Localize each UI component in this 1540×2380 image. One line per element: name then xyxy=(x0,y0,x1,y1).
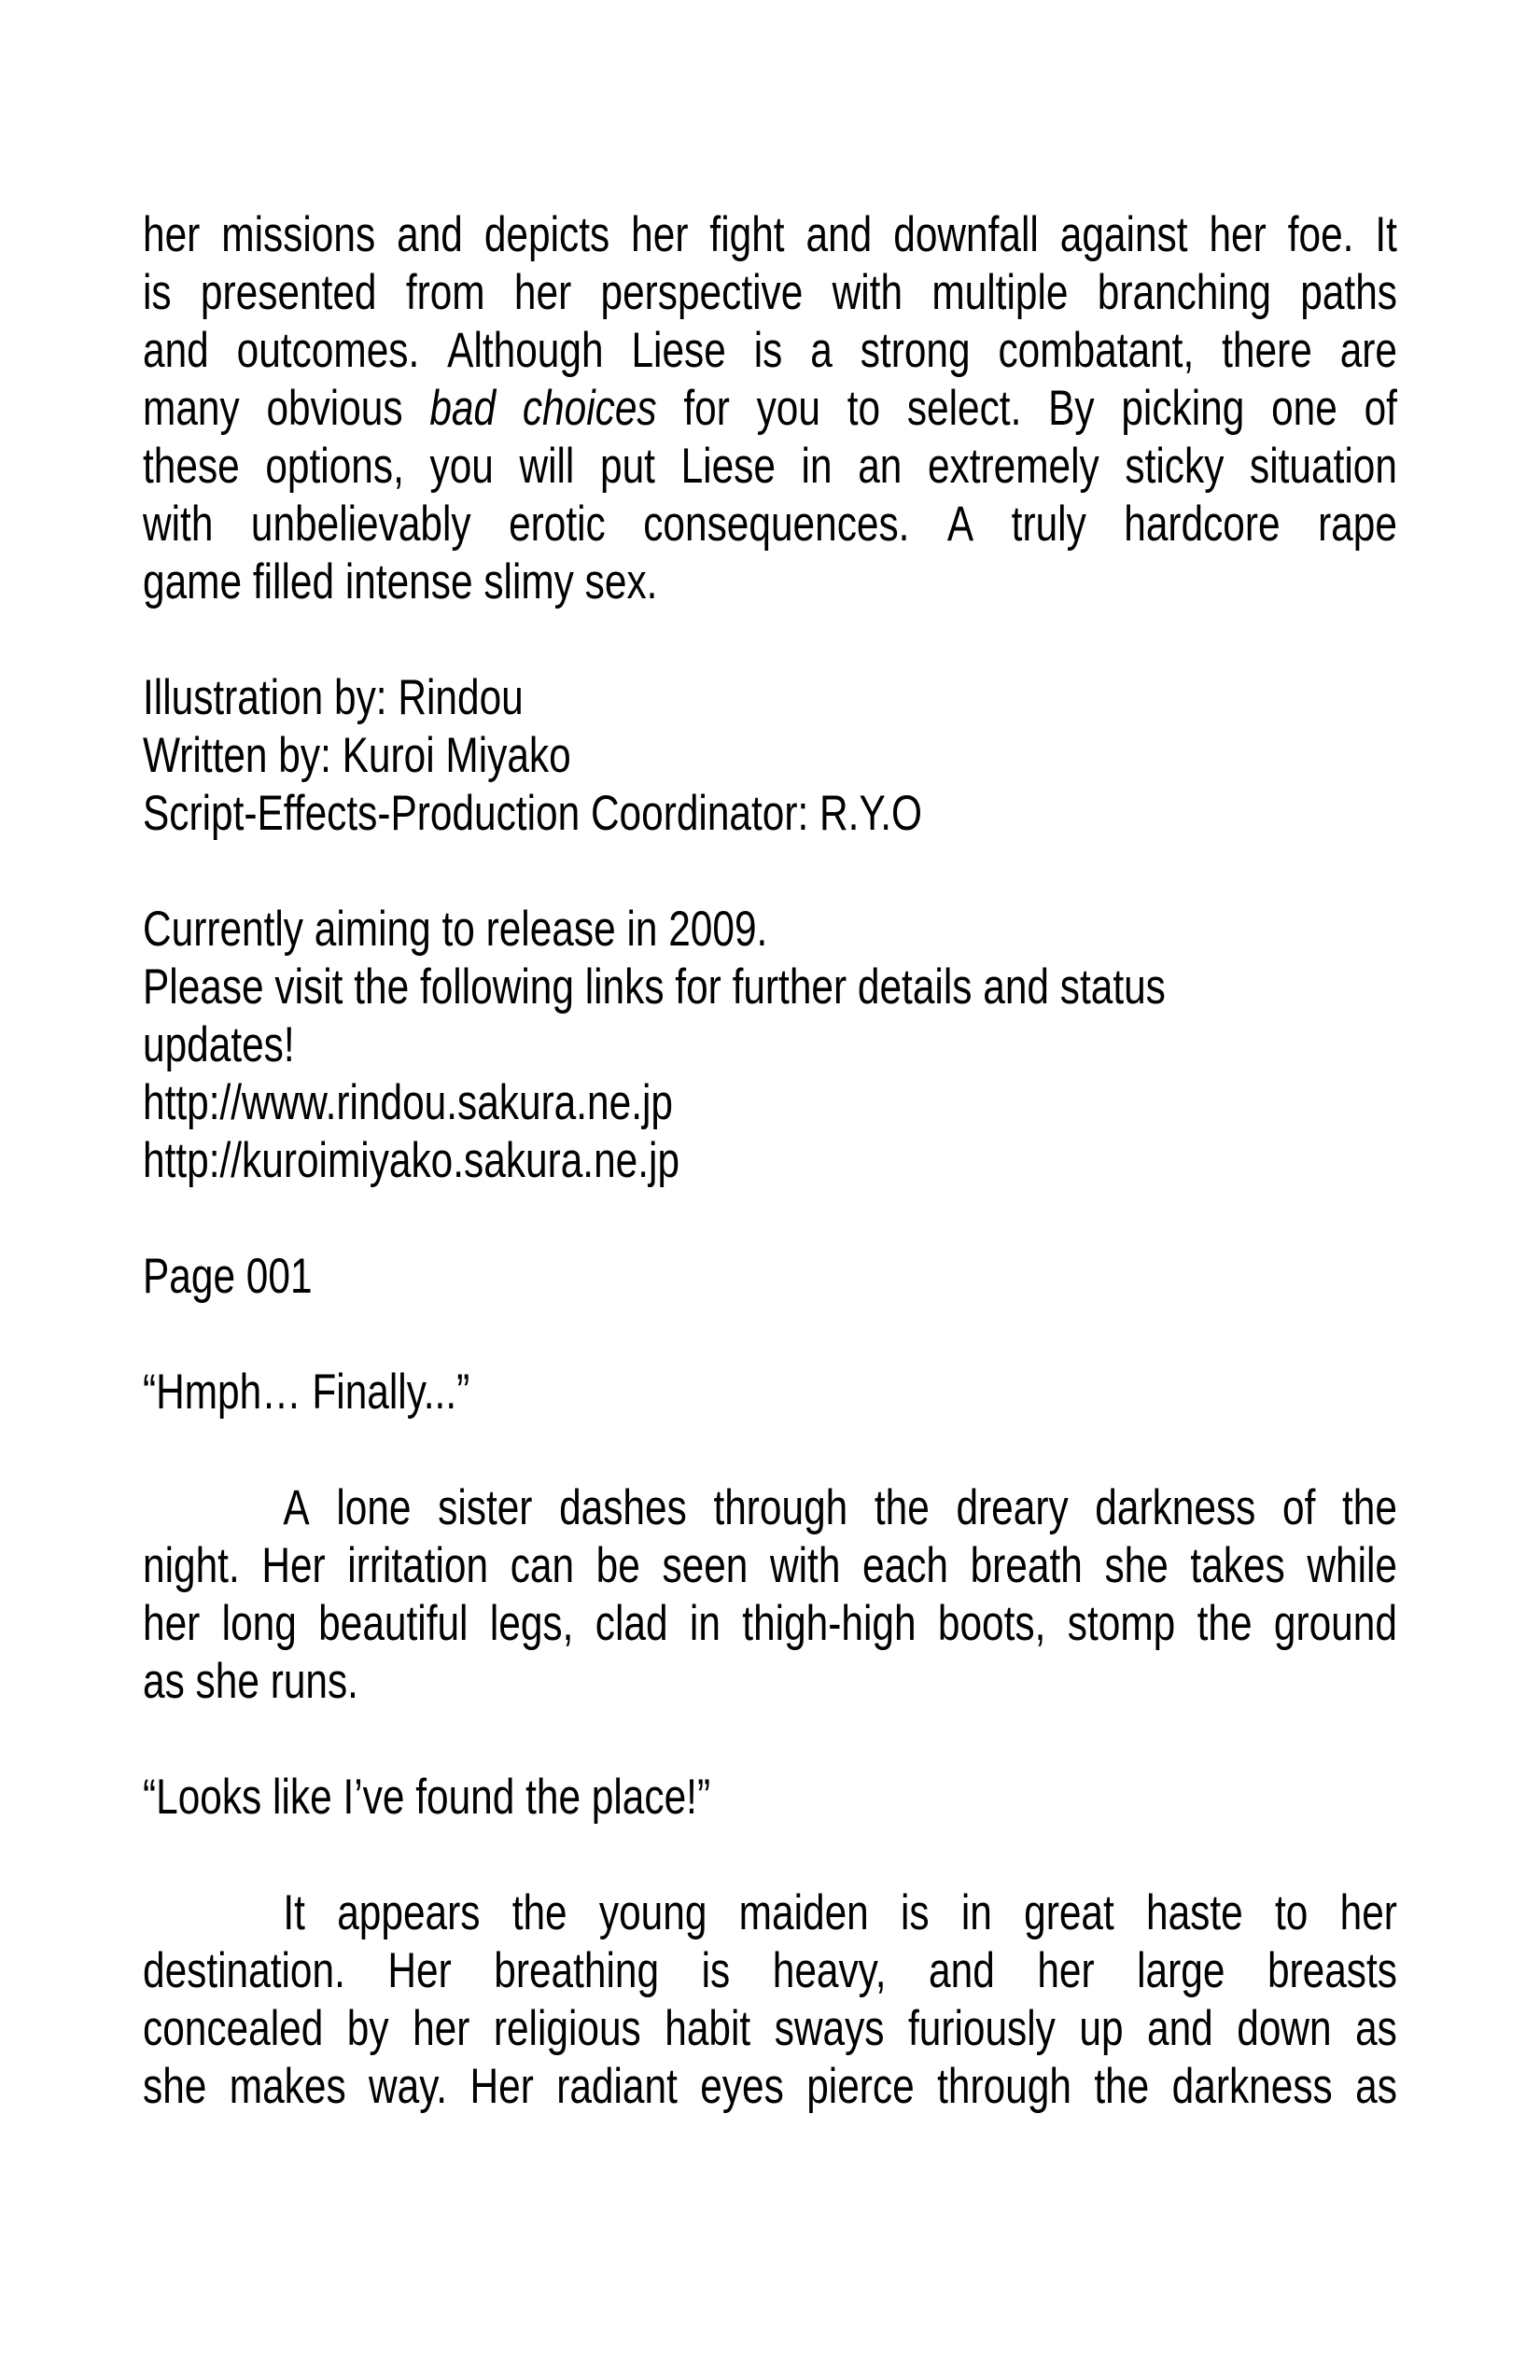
word: by xyxy=(346,2001,389,2056)
page-label xyxy=(143,1248,1397,1306)
intro-paragraph xyxy=(143,206,1397,611)
text-line: “Looks like I’ve found the place!” xyxy=(143,1770,711,1825)
text-line xyxy=(143,1537,1397,1595)
word: extremely xyxy=(927,439,1099,494)
word: irritation xyxy=(347,1538,489,1593)
word: is xyxy=(900,1885,930,1940)
word: eyes xyxy=(700,2059,784,2114)
word: picking xyxy=(1121,381,1245,436)
narrative-1 xyxy=(143,1479,1397,1711)
word: obvious xyxy=(266,381,403,436)
word: and xyxy=(1147,2001,1213,2056)
text-line: Please visit the following links for further details and status xyxy=(143,959,1166,1015)
word: truly xyxy=(1011,497,1086,552)
word: options, xyxy=(265,439,404,494)
text-line: Page 001 xyxy=(143,1249,313,1304)
word: Her xyxy=(469,2059,534,2114)
word: her xyxy=(1037,1943,1095,1998)
word: thigh-high xyxy=(742,1596,917,1651)
word: through xyxy=(713,1480,848,1535)
word: dreary xyxy=(956,1480,1069,1535)
word: It xyxy=(1375,207,1397,262)
word: breath xyxy=(970,1538,1083,1593)
word: as xyxy=(1355,2001,1397,2056)
word: perspective xyxy=(600,265,804,320)
word: darkness xyxy=(1095,1480,1256,1535)
word: long xyxy=(221,1596,297,1651)
word: habit xyxy=(665,2001,751,2056)
word: darkness xyxy=(1171,2059,1333,2114)
word: and xyxy=(929,1943,995,1998)
word: ground xyxy=(1273,1596,1397,1651)
text-line xyxy=(143,1595,1397,1653)
word: the xyxy=(1094,2059,1150,2114)
word: from xyxy=(405,265,485,320)
word: paths xyxy=(1300,265,1397,320)
word: young xyxy=(598,1885,707,1940)
word: fight xyxy=(709,207,785,262)
text-line: “Hmph… Finally...” xyxy=(143,1365,470,1420)
word: with xyxy=(143,497,214,552)
word: Liese xyxy=(631,323,726,378)
word: maiden xyxy=(738,1885,869,1940)
word: of xyxy=(1281,1480,1316,1535)
word: boots, xyxy=(937,1596,1046,1651)
word: downfall xyxy=(893,207,1039,262)
text-line: as she runs. xyxy=(143,1654,358,1709)
word: in xyxy=(689,1596,721,1651)
word: concealed xyxy=(143,2001,324,2056)
word: missions xyxy=(221,207,376,262)
word: her xyxy=(143,207,201,262)
word: her xyxy=(513,265,572,320)
word: A xyxy=(946,497,974,552)
text-line xyxy=(143,2000,1397,2058)
narrative-2 xyxy=(143,1884,1397,2116)
text-line xyxy=(143,1479,1397,1537)
word: heavy, xyxy=(772,1943,887,1998)
word: the xyxy=(1341,1480,1397,1535)
word: sister xyxy=(438,1480,533,1535)
word: large xyxy=(1137,1943,1225,1998)
text-line: updates! xyxy=(143,1017,295,1072)
word: takes xyxy=(1190,1538,1285,1593)
word: depicts xyxy=(483,207,610,262)
word: haste xyxy=(1146,1885,1243,1940)
word: to xyxy=(847,381,881,436)
word: select. xyxy=(906,381,1022,436)
word: By xyxy=(1048,381,1095,436)
word: she xyxy=(1104,1538,1169,1593)
word: there xyxy=(1222,323,1312,378)
quote-hmph xyxy=(143,1364,1397,1421)
word: sways xyxy=(774,2001,885,2056)
word: a xyxy=(810,323,833,378)
word: bad xyxy=(429,381,497,436)
word: foe. xyxy=(1287,207,1354,262)
word: can xyxy=(510,1538,575,1593)
word: great xyxy=(1024,1885,1114,1940)
word: in xyxy=(960,1885,992,1940)
word: sticky xyxy=(1125,439,1225,494)
word: is xyxy=(753,323,783,378)
word: the xyxy=(1197,1596,1253,1651)
word: beautiful xyxy=(318,1596,469,1651)
word: while xyxy=(1307,1538,1397,1593)
word: she xyxy=(143,2059,207,2114)
word: you xyxy=(756,381,820,436)
word: It xyxy=(283,1885,305,1940)
text-line xyxy=(143,264,1397,322)
word: her xyxy=(143,1596,201,1651)
word: up xyxy=(1079,2001,1124,2056)
word: hardcore xyxy=(1124,497,1281,552)
word: one xyxy=(1271,381,1337,436)
word: down xyxy=(1237,2001,1332,2056)
word: Her xyxy=(261,1538,326,1593)
word: branching xyxy=(1097,265,1271,320)
word: legs, xyxy=(489,1596,574,1651)
word: her xyxy=(631,207,689,262)
word: each xyxy=(862,1538,948,1593)
word: appears xyxy=(337,1885,481,1940)
word: multiple xyxy=(931,265,1069,320)
word: put xyxy=(599,439,655,494)
word: consequences. xyxy=(643,497,910,552)
text-line xyxy=(143,2058,1397,2116)
word: night. xyxy=(143,1538,240,1593)
word: to xyxy=(1275,1885,1309,1940)
word: breathing xyxy=(494,1943,660,1998)
text-line xyxy=(143,322,1397,380)
text-line: Written by: Kuroi Miyako xyxy=(143,728,571,783)
word: presented xyxy=(200,265,377,320)
text-line xyxy=(143,206,1397,264)
document-text xyxy=(143,206,1397,2174)
word: for xyxy=(683,381,730,436)
word: her xyxy=(413,2001,470,2056)
text-line: http://www.rindou.sakura.ne.jp xyxy=(143,1075,673,1130)
word: an xyxy=(858,439,903,494)
word: religious xyxy=(493,2001,641,2056)
text-line: Currently aiming to release in 2009. xyxy=(143,902,768,957)
text-line xyxy=(143,496,1397,553)
word: against xyxy=(1059,207,1188,262)
word: makes xyxy=(229,2059,346,2114)
quote-place xyxy=(143,1769,1397,1827)
credits xyxy=(143,669,1397,843)
word: are xyxy=(1339,323,1397,378)
word: seen xyxy=(662,1538,749,1593)
release-info xyxy=(143,901,1397,1190)
word: as xyxy=(1355,2059,1397,2114)
word: choices xyxy=(522,381,657,436)
word: pierce xyxy=(806,2059,915,2114)
text-line: http://kuroimiyako.sakura.ne.jp xyxy=(143,1133,680,1188)
word: is xyxy=(701,1943,731,1998)
word: breasts xyxy=(1267,1943,1397,1998)
word: in xyxy=(801,439,833,494)
word: her xyxy=(1209,207,1267,262)
word: be xyxy=(595,1538,640,1593)
word: destination. xyxy=(143,1943,345,1998)
word: you xyxy=(429,439,494,494)
text-line xyxy=(143,1884,1397,1942)
word: her xyxy=(1339,1885,1397,1940)
word: furiously xyxy=(907,2001,1056,2056)
word: and xyxy=(805,207,873,262)
word: clad xyxy=(595,1596,668,1651)
text-line: Script-Effects-Production Coordinator: R.Y.O xyxy=(143,786,923,841)
word: with xyxy=(832,265,903,320)
word: way. xyxy=(369,2059,448,2114)
word: situation xyxy=(1250,439,1397,494)
word: through xyxy=(937,2059,1071,2114)
word: dashes xyxy=(559,1480,687,1535)
word: will xyxy=(519,439,575,494)
word: radiant xyxy=(556,2059,678,2114)
word: Although xyxy=(447,323,604,378)
word: Liese xyxy=(680,439,776,494)
word: with xyxy=(770,1538,841,1593)
word: combatant, xyxy=(998,323,1195,378)
word: the xyxy=(874,1480,930,1535)
word: Her xyxy=(387,1943,452,1998)
word: the xyxy=(511,1885,567,1940)
text-line xyxy=(143,438,1397,496)
word: and xyxy=(397,207,463,262)
word: strong xyxy=(860,323,971,378)
word: unbelievably xyxy=(250,497,471,552)
text-line xyxy=(143,1942,1397,2000)
text-line: game filled intense slimy sex. xyxy=(143,554,658,609)
word: lone xyxy=(336,1480,412,1535)
text-line: Illustration by: Rindou xyxy=(143,670,524,725)
word: of xyxy=(1364,381,1397,436)
word: and xyxy=(143,323,209,378)
word: stomp xyxy=(1067,1596,1176,1651)
text-line xyxy=(143,380,1397,438)
word: outcomes. xyxy=(236,323,420,378)
word: A xyxy=(283,1480,310,1535)
word: erotic xyxy=(509,497,606,552)
word: many xyxy=(143,381,240,436)
word: these xyxy=(143,439,240,494)
word: rape xyxy=(1318,497,1397,552)
word: is xyxy=(143,265,172,320)
